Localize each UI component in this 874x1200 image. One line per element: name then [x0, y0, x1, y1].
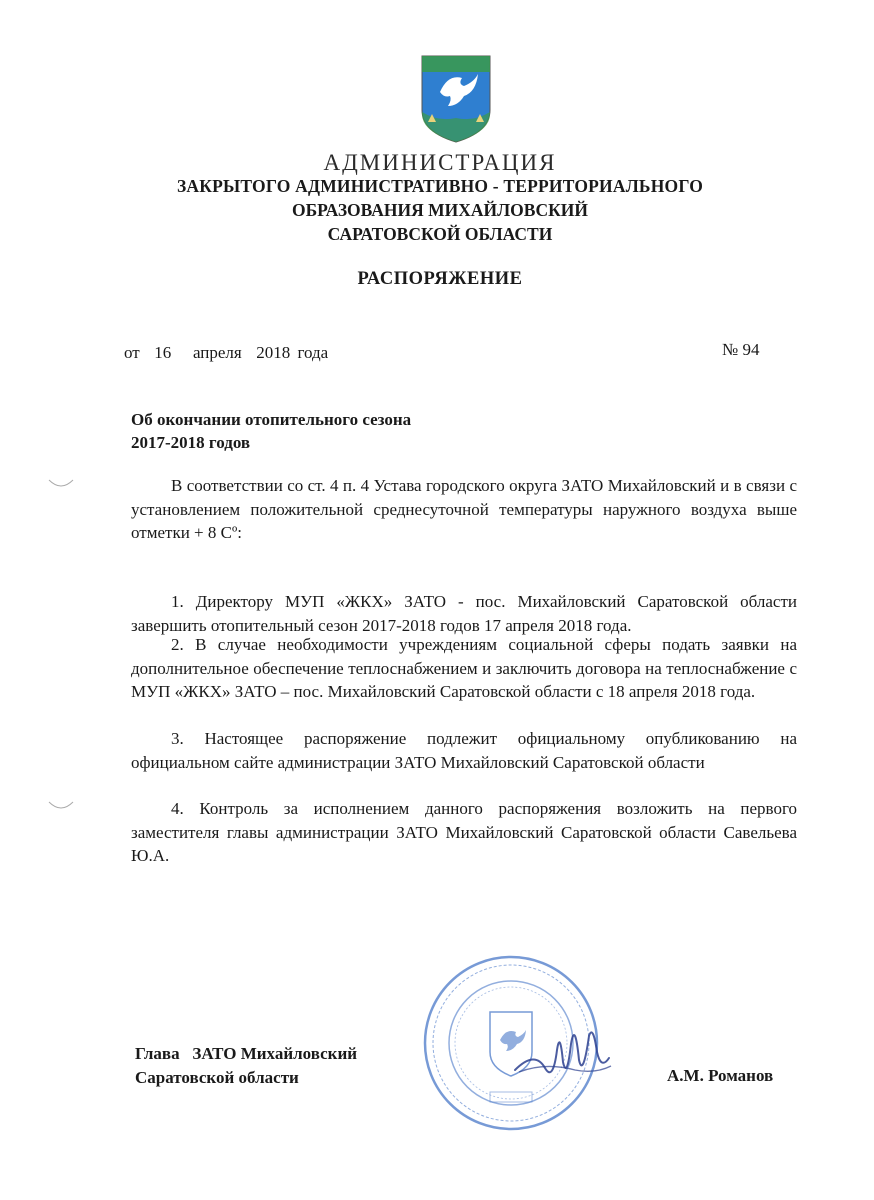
document-number: № 94: [722, 340, 760, 359]
punch-hole-mark-icon: [48, 478, 74, 490]
signatory-position: [135, 1042, 357, 1090]
position-line-2: Саратовской области: [135, 1068, 299, 1087]
header-line-4: САРАТОВСКОЙ ОБЛАСТИ: [327, 224, 553, 244]
item-1-paragraph: 1. Директору МУП «ЖКХ» ЗАТО - пос. Михайловский Саратовской области завершить отопительный сезон 2017-2018 годов 17 апреля 2018 года.: [131, 592, 797, 635]
document-type-title: РАСПОРЯЖЕНИЕ: [357, 269, 523, 289]
item-4-paragraph: 4. Контроль за исполнением данного распоряжения возложить на первого заместителя главы администрации ЗАТО Михайловский Саратовской области Савельева Ю.А.: [131, 799, 797, 865]
header-line-2: ЗАКРЫТОГО АДМИНИСТРАТИВНО - ТЕРРИТОРИАЛЬНОГО: [176, 176, 704, 196]
intro-paragraph: В соответствии со ст. 4 п. 4 Устава городского округа ЗАТО Михайловский и в связи с установлением положительной среднесуточной температуры наружного воздуха выше отметки + 8 Сº:: [131, 476, 797, 542]
signatory-name: А.М. Романов: [667, 1066, 774, 1085]
header-line-3: ОБРАЗОВАНИЯ МИХАЙЛОВСКИЙ: [291, 200, 589, 220]
subject-line-2: 2017-2018 годов: [131, 433, 251, 452]
document-date: от 16 апреля 2018 года: [124, 343, 329, 362]
coat-of-arms-icon: [418, 52, 494, 144]
position-line-1: Глава ЗАТО Михайловский: [135, 1044, 358, 1063]
subject-line-1: Об окончании отопительного сезона: [131, 410, 412, 429]
document-subject: [131, 408, 411, 454]
punch-hole-mark-icon: [48, 800, 74, 812]
header-administration: АДМИНИСТРАЦИЯ: [323, 150, 557, 175]
item-2-paragraph: 2. В случае необходимости учреждениям социальной сферы подать заявки на дополнительное обеспечение теплоснабжением и заключить договора на теплоснабжение с МУП «ЖКХ» ЗАТО – пос. Михайловский Саратовской области с 18 апреля 2018 года.: [131, 635, 797, 701]
item-3-paragraph: 3. Настоящее распоряжение подлежит официальному опубликованию на официальном сайте администрации ЗАТО Михайловский Саратовской области: [131, 729, 797, 772]
handwritten-signature-icon: [505, 1000, 615, 1090]
